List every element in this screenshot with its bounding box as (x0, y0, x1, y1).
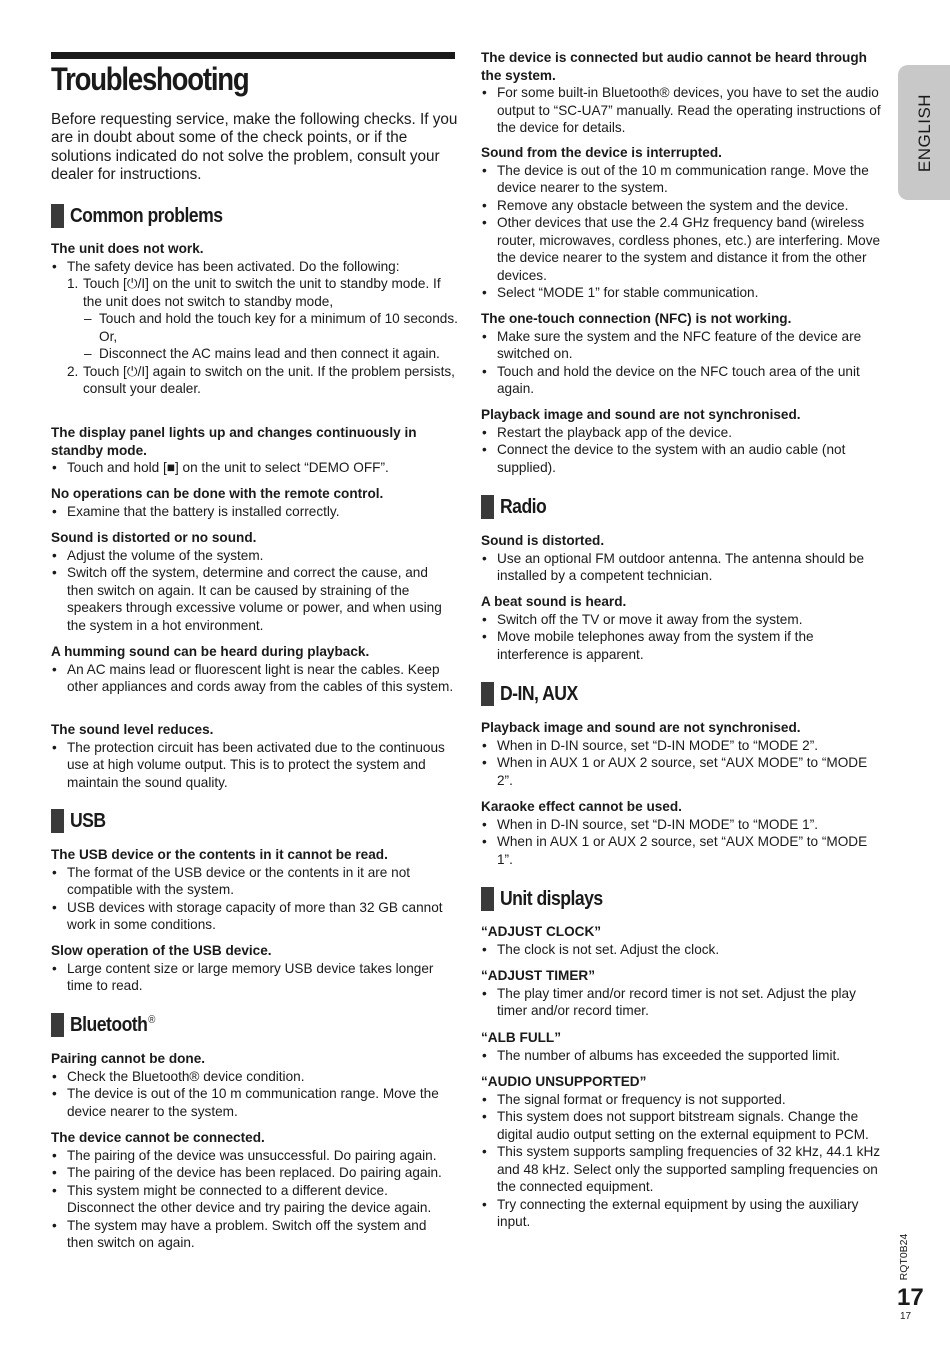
list-item-step-2: 2. Touch [⏻/I] again to switch on the unit. If the problem persists, consult your dealer. (67, 363, 455, 396)
issue-distorted (51, 529, 455, 634)
issue-question: Playback image and sound are not synchronised. (481, 407, 801, 422)
page-number-small: 17 (900, 1311, 912, 1322)
section-heading-unit-displays: Unit displays (481, 886, 617, 912)
issue-question: Sound from the device is interrupted. (481, 145, 722, 160)
list-item: • The number of albums has exceeded the supported limit. (481, 1047, 883, 1065)
issue-question: Sound is distorted. (481, 533, 605, 548)
issue-display-panel (51, 424, 455, 477)
list-item: • Select “MODE 1” for stable communication. (481, 284, 883, 302)
issue-question: The unit does not work. (51, 241, 204, 256)
section-heading-bluetooth: Bluetooth® (51, 1012, 166, 1038)
issue-question: Karaoke effect cannot be used. (481, 799, 682, 814)
list-item: • The clock is not set. Adjust the clock. (481, 941, 883, 959)
issue-nfc (481, 310, 883, 398)
issue-bt-sync (481, 406, 883, 476)
issue-question: The one-touch connection (NFC) is not working. (481, 311, 792, 326)
list-item: • Use an optional FM outdoor antenna. The antenna should be installed by a competent technician. (481, 550, 883, 585)
list-item: • The system may have a problem. Switch off the system and then switch on again. (51, 1217, 455, 1252)
section-heading-usb: USB (51, 808, 110, 834)
title-rule (51, 52, 455, 59)
issue-remote (51, 485, 455, 520)
heading-bar (51, 809, 64, 833)
list-item: • When in AUX 1 or AUX 2 source, set “AUX MODE” to “MODE 2”. (481, 754, 883, 789)
display-adjust-timer (481, 967, 883, 1020)
issue-question: The device is connected but audio cannot be heard through the system. (481, 50, 867, 83)
list-item: • Touch and hold [■] on the unit to select “DEMO OFF”. (51, 459, 455, 477)
display-audio-unsupported (481, 1073, 883, 1231)
list-item: • When in AUX 1 or AUX 2 source, set “AUX MODE” to “MODE 1”. (481, 833, 883, 868)
list-item: • Switch off the system, determine and correct the cause, and then switch on again. It can be caused by straining of the speakers through excessive volume or power, and when using the system in a hot environment. (51, 564, 455, 634)
display-adjust-clock (481, 923, 883, 958)
issue-din-sync (481, 719, 883, 789)
issue-bt-no-audio (481, 49, 883, 137)
list-item: • The play timer and/or record timer is not set. Adjust the play timer and/or record timer. (481, 985, 883, 1020)
section-heading-din-aux: D-IN, AUX (481, 681, 588, 707)
list-item: • Examine that the battery is installed correctly. (51, 503, 455, 521)
list-item: • Restart the playback app of the device. (481, 424, 883, 442)
list-item: • The protection circuit has been activated due to the continuous use at high volume output. This is to protect the system and maintain the sound quality. (51, 739, 455, 792)
issue-question: A humming sound can be heard during playback. (51, 644, 370, 659)
display-message: “AUDIO UNSUPPORTED” (481, 1074, 647, 1089)
issue-sound-level (51, 721, 455, 791)
issue-question: The sound level reduces. (51, 722, 214, 737)
display-alb-full (481, 1029, 883, 1064)
intro-paragraph: Before requesting service, make the following checks. If you are in doubt about some of the check points, or if the solutions indicated do not solve the problem, consult your dealer for instructions. (51, 111, 458, 184)
issue-question: No operations can be done with the remote control. (51, 486, 384, 501)
document-code: RQT0B24 (898, 1233, 910, 1281)
issue-beat-sound (481, 593, 883, 663)
list-item-dash: – Touch and hold the touch key for a minimum of 10 seconds. Or, (51, 310, 461, 345)
list-item: • The device is out of the 10 m communication range. Move the device nearer to the system. (481, 162, 883, 197)
list-item: • An AC mains lead or fluorescent light is near the cables. Keep other appliances and cords away from the cables of this system. (51, 661, 455, 696)
list-item-dash: – Disconnect the AC mains lead and then connect it again. (51, 345, 461, 363)
list-item: • When in D-IN source, set “D-IN MODE” to “MODE 2”. (481, 737, 883, 755)
issue-usb-cannot-read (51, 846, 455, 934)
issue-unit-not-work (51, 240, 461, 398)
list-item: • Make sure the system and the NFC feature of the device are switched on. (481, 328, 883, 363)
list-item: • Large content size or large memory USB device takes longer time to read. (51, 960, 455, 995)
list-item: • This system does not support bitstream signals. Change the digital audio output setting on the external equipment to PCM. (481, 1108, 883, 1143)
list-item: • Move mobile telephones away from the system if the interference is apparent. (481, 628, 883, 663)
display-message: “ADJUST TIMER” (481, 968, 596, 983)
list-item-step-1: 1. Touch [⏻/I] on the unit to switch the unit to standby mode. If the unit does not switch to standby mode, (67, 276, 441, 309)
list-item: • When in D-IN source, set “D-IN MODE” to “MODE 1”. (481, 816, 883, 834)
list-item: • The pairing of the device has been replaced. Do pairing again. (51, 1164, 455, 1182)
heading-bar (481, 887, 494, 911)
issue-question: The display panel lights up and changes continuously in standby mode. (51, 425, 417, 458)
issue-radio-distorted (481, 532, 883, 585)
list-item: • Remove any obstacle between the system and the device. (481, 197, 883, 215)
list-item: • Other devices that use the 2.4 GHz frequency band (wireless router, microwaves, cordless phones, etc.) are interfering. Move the device nearer to the system and distance it from the other devices. (481, 214, 883, 284)
issue-question: Slow operation of the USB device. (51, 943, 272, 958)
list-item: • USB devices with storage capacity of more than 32 GB cannot work in some conditions. (51, 899, 455, 934)
list-item: • Try connecting the external equipment by using the auxiliary input. (481, 1196, 883, 1231)
list-item: • The safety device has been activated. Do the following: (51, 258, 461, 276)
list-item: • The signal format or frequency is not supported. (481, 1091, 883, 1109)
issue-pairing (51, 1050, 455, 1120)
issue-question: The device cannot be connected. (51, 1130, 265, 1145)
issue-cannot-connect (51, 1129, 455, 1252)
issue-question: Playback image and sound are not synchronised. (481, 720, 801, 735)
language-tab-label: ENGLISH (915, 93, 934, 173)
display-message: “ADJUST CLOCK” (481, 924, 602, 939)
issue-humming (51, 643, 455, 696)
list-item: • Switch off the TV or move it away from the system. (481, 611, 883, 629)
issue-question: A beat sound is heard. (481, 594, 627, 609)
issue-question: The USB device or the contents in it cannot be read. (51, 847, 388, 862)
issue-question: Sound is distorted or no sound. (51, 530, 257, 545)
page-number: 17 (897, 1284, 924, 1311)
list-item: • Check the Bluetooth® device condition. (51, 1068, 455, 1086)
issue-usb-slow (51, 942, 455, 995)
list-item: • Connect the device to the system with an audio cable (not supplied). (481, 441, 883, 476)
heading-bar (51, 204, 64, 228)
issue-question: Pairing cannot be done. (51, 1051, 206, 1066)
list-item: • The pairing of the device was unsuccessful. Do pairing again. (51, 1147, 455, 1165)
heading-bar (481, 682, 494, 706)
list-item: • This system might be connected to a different device. Disconnect the other device and try pairing the device again. (51, 1182, 455, 1217)
section-heading-common: Common problems (51, 203, 243, 229)
section-heading-radio: Radio (481, 494, 553, 520)
heading-bar (51, 1013, 64, 1037)
list-item: • Touch and hold the device on the NFC touch area of the unit again. (481, 363, 883, 398)
list-item: • The format of the USB device or the contents in it are not compatible with the system. (51, 864, 455, 899)
list-item: • The device is out of the 10 m communication range. Move the device nearer to the system. (51, 1085, 455, 1120)
display-message: “ALB FULL” (481, 1030, 562, 1045)
heading-bar (481, 495, 494, 519)
list-item: • For some built-in Bluetooth® devices, you have to set the audio output to “SC-UA7” manually. Read the operating instructions of the device for details. (481, 84, 883, 137)
list-item: • This system supports sampling frequencies of 32 kHz, 44.1 kHz and 48 kHz. Select only the supported sampling frequencies on the connected equipment. (481, 1143, 883, 1196)
issue-karaoke (481, 798, 883, 868)
issue-bt-interrupted (481, 144, 883, 302)
list-item: • Adjust the volume of the system. (51, 547, 455, 565)
page-title: Troubleshooting (51, 61, 249, 97)
